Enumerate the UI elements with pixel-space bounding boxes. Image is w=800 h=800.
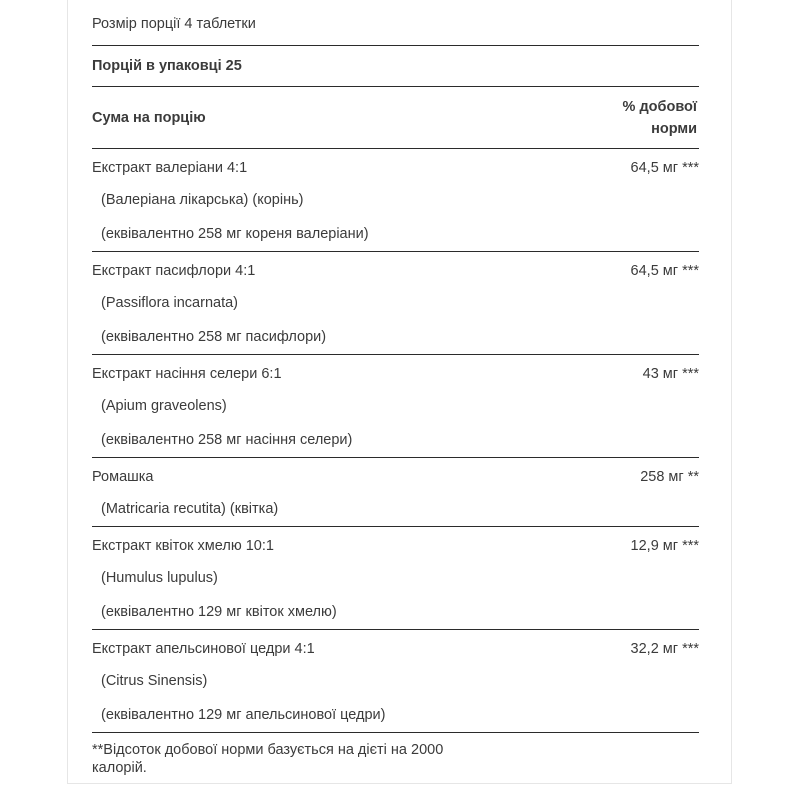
ingredient-name: Екстракт апельсинової цедри 4:1 (92, 641, 315, 657)
ingredient-detail: (Валеріана лікарська) (корінь) (101, 192, 304, 208)
ingredient-name: Екстракт валеріани 4:1 (92, 160, 248, 176)
ingredient-detail: (Passiflora incarnata) (101, 295, 238, 311)
ingredient-row (92, 149, 699, 252)
ingredient-row (92, 630, 699, 733)
ingredient-name: Екстракт квіток хмелю 10:1 (92, 538, 274, 554)
ingredient-amount: 32,2 мг *** (630, 641, 699, 657)
ingredient-name: Екстракт пасифлори 4:1 (92, 263, 256, 279)
ingredient-detail: (еквівалентно 129 мг квіток хмелю) (101, 604, 337, 620)
serving-size-text: Розмір порції 4 таблетки (92, 15, 256, 32)
ingredient-amount: 43 мг *** (642, 366, 699, 382)
ingredient-main-line (92, 458, 699, 492)
ingredient-row (92, 527, 699, 630)
serving-size-row (92, 0, 699, 46)
footnote: **Відсоток добової норми базується на дієті на 2000 калорій. (92, 742, 444, 776)
ingredient-amount: 12,9 мг *** (630, 538, 699, 554)
ingredient-detail: (еквівалентно 258 мг кореня валеріани) (101, 226, 369, 242)
ingredient-detail: (Apium graveolens) (101, 398, 227, 414)
ingredient-detail: (Matricaria recutita) (квітка) (101, 501, 279, 517)
ingredient-detail: (еквівалентно 258 мг пасифлори) (101, 329, 327, 345)
ingredient-detail: (еквівалентно 258 мг насіння селери) (101, 432, 353, 448)
servings-per-container-row (92, 46, 699, 87)
ingredient-main-line (92, 355, 699, 389)
ingredient-main-line (92, 252, 699, 286)
supplement-facts-table (92, 0, 699, 777)
ingredient-main-line (92, 527, 699, 561)
ingredient-amount: 64,5 мг *** (630, 263, 699, 279)
servings-per-container-text: Порцій в упаковці 25 (92, 58, 242, 74)
ingredient-amount: 64,5 мг *** (630, 160, 699, 176)
ingredient-detail: (Humulus lupulus) (101, 570, 218, 586)
ingredient-detail: (Citrus Sinensis) (101, 673, 208, 689)
amount-header-row (92, 87, 699, 149)
ingredient-name: Екстракт насіння селери 6:1 (92, 366, 282, 382)
ingredient-row (92, 355, 699, 458)
ingredient-row (92, 252, 699, 355)
ingredient-row (92, 458, 699, 527)
ingredient-name: Ромашка (92, 469, 154, 485)
supplement-facts-panel (67, 0, 732, 784)
ingredient-detail: (еквівалентно 129 мг апельсинової цедри) (101, 707, 386, 723)
amount-per-serving-heading: Сума на порцію (92, 109, 206, 126)
ingredient-main-line (92, 630, 699, 664)
ingredient-amount: 258 мг ** (640, 469, 699, 485)
ingredient-main-line (92, 149, 699, 183)
daily-value-heading: % добової норми (622, 98, 697, 137)
